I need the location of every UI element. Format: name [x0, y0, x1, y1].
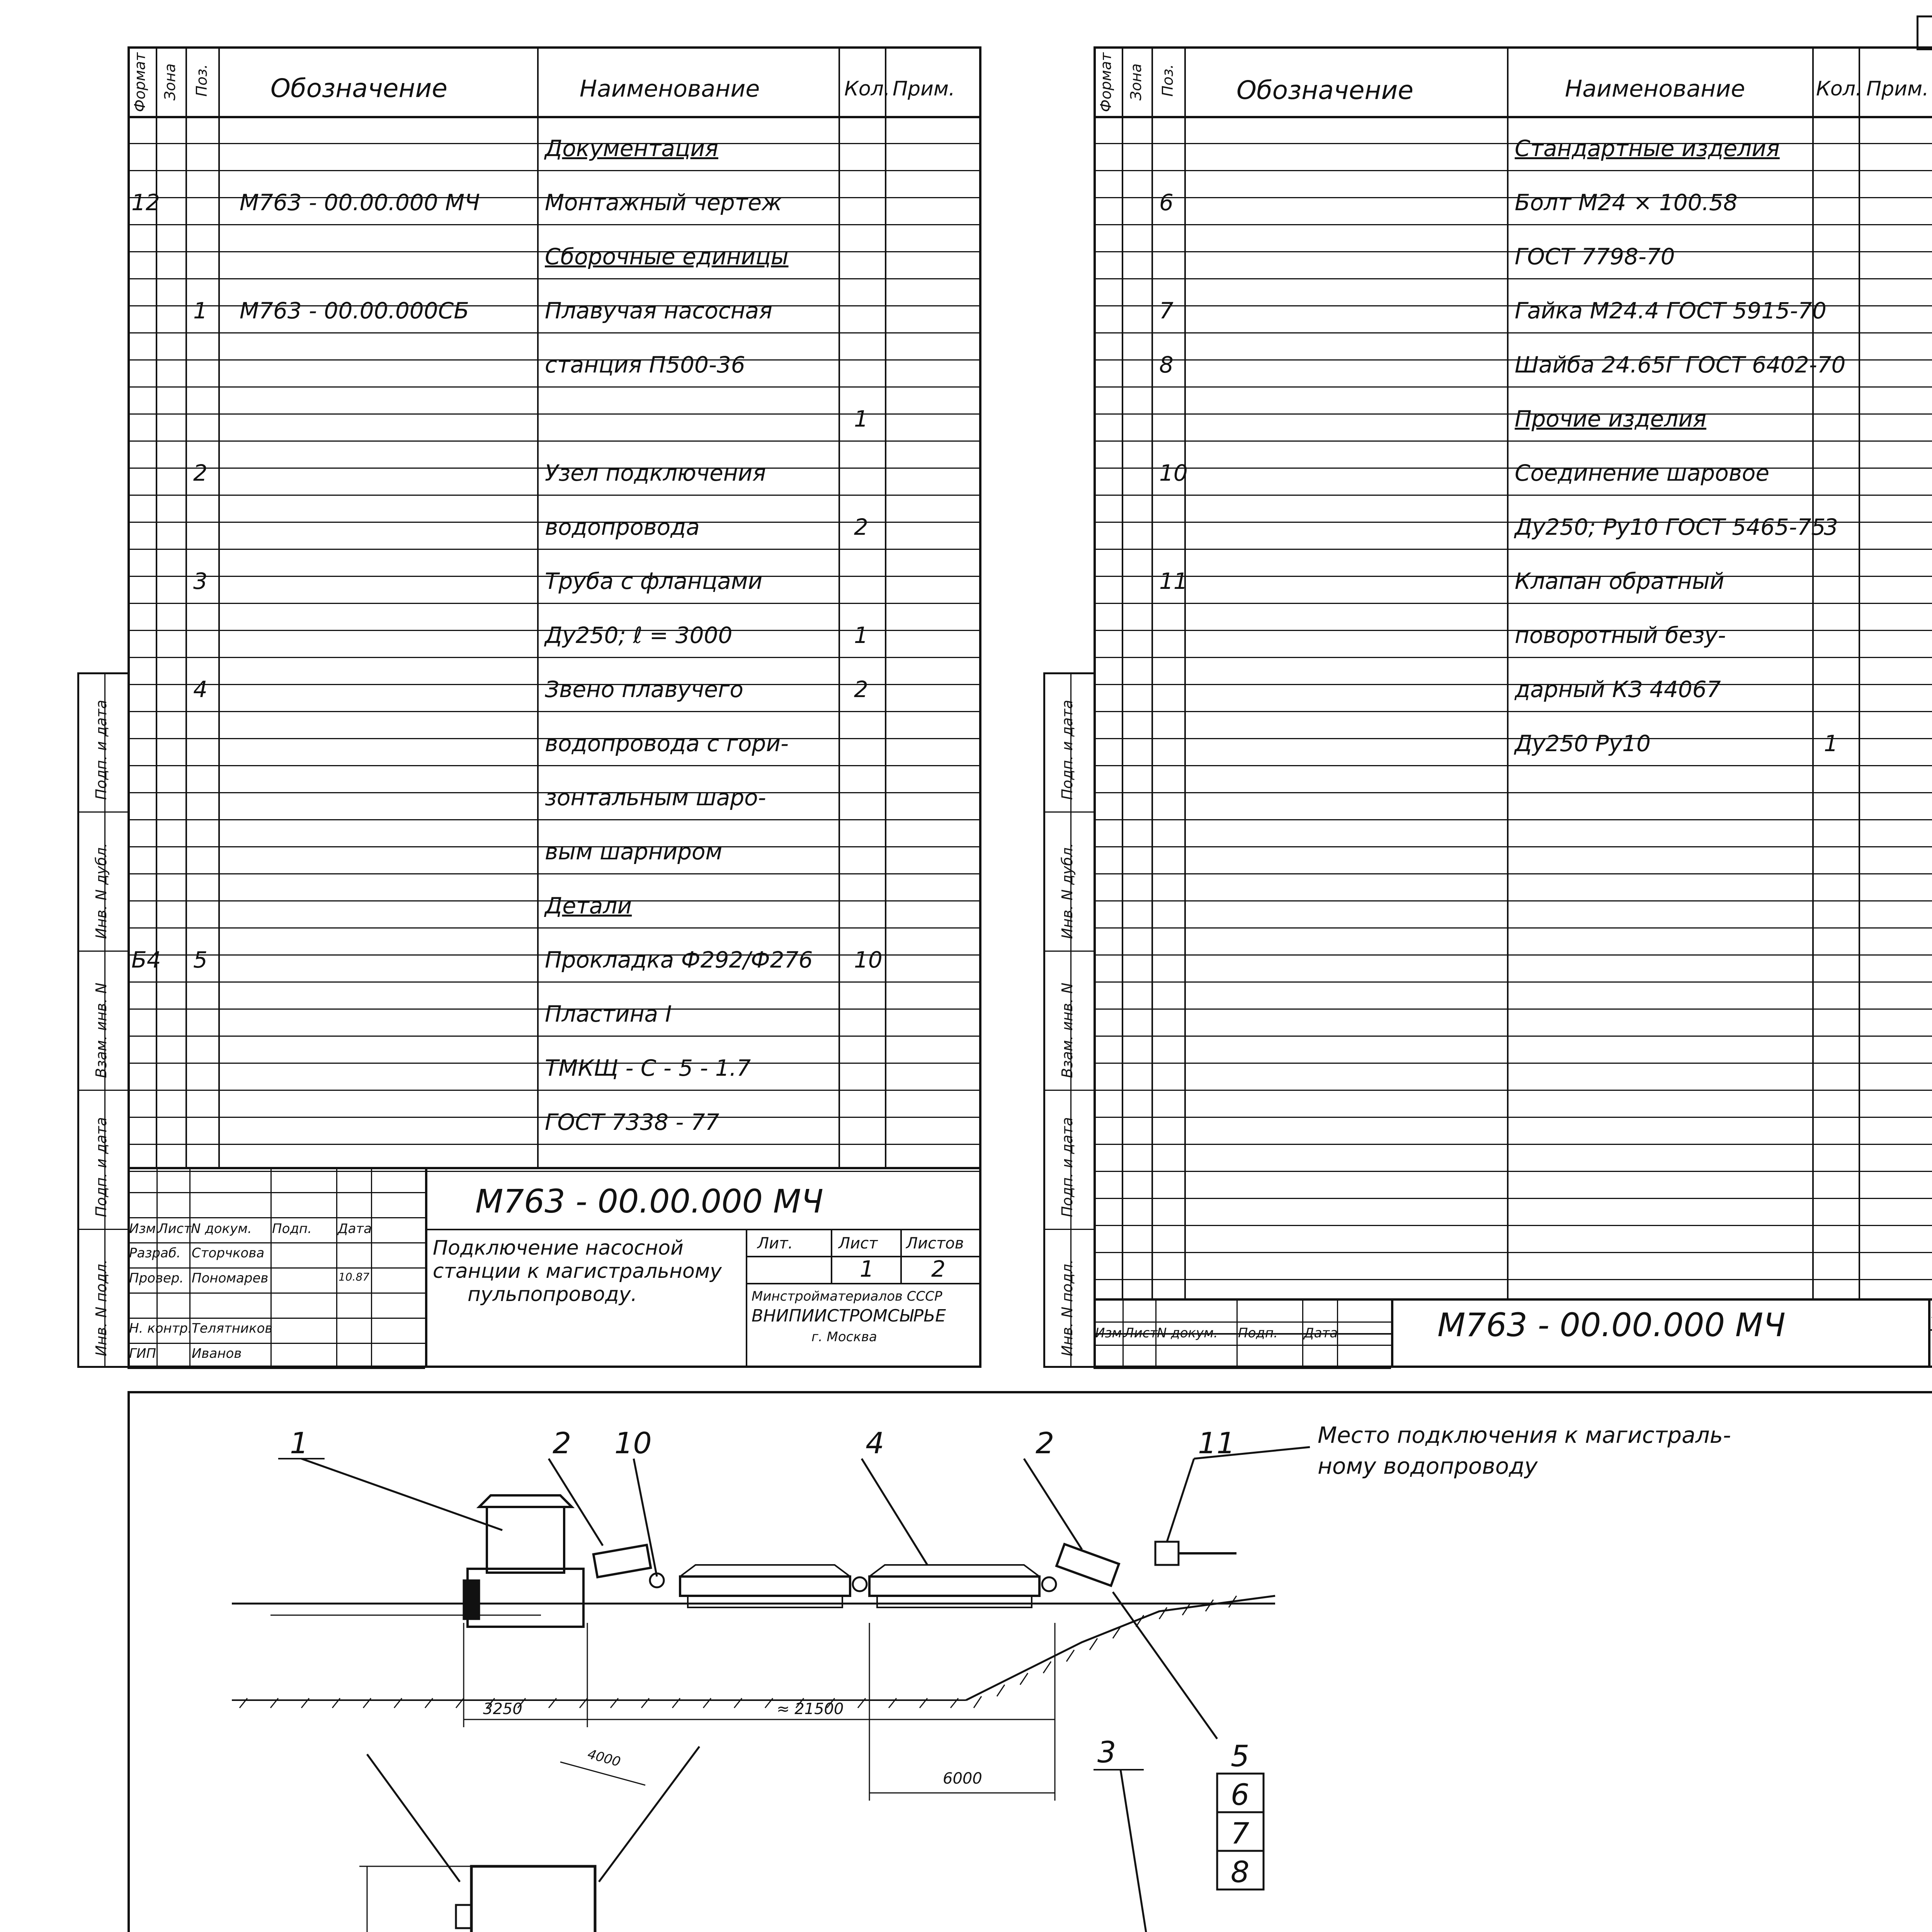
spec1-h-designation: Обозначение — [270, 73, 447, 103]
table-cell-name: поворотный безу- — [1515, 622, 1726, 648]
table-cell-name: Гайка М24.4 ГОСТ 5915-70 — [1515, 298, 1827, 324]
table-cell-name: Звено плавучего — [545, 676, 743, 702]
sidebar-label: Подп. и дата — [1059, 1117, 1076, 1217]
sig-col-header: Изм. — [1095, 1325, 1126, 1341]
spec1-h-pos: Поз. — [193, 64, 210, 97]
check-valve — [1155, 1542, 1179, 1565]
spec2-h-note: Прим. — [1866, 77, 1929, 100]
leader — [1167, 1459, 1194, 1542]
spec1-h-name: Наименование — [580, 75, 760, 102]
sig-col-header: Дата — [338, 1221, 372, 1236]
bank-hatch — [974, 1596, 1236, 1708]
sidebar-label: Инв. N подл. — [93, 1259, 110, 1356]
table-cell-name: Шайба 24.65Г ГОСТ 6402-70 — [1515, 352, 1846, 378]
station-bollard — [456, 1905, 471, 1928]
table-cell-pos: 3 — [193, 568, 207, 594]
table-cell-pos: 7 — [1159, 298, 1173, 324]
table-cell-name: зонтальным шаро- — [545, 784, 766, 811]
table-cell-designation: М763 - 00.00.000СБ — [240, 298, 469, 324]
sig-col-header: N докум. — [1157, 1325, 1218, 1341]
shore-connection-node — [1056, 1544, 1119, 1586]
table-cell-pos: 5 — [193, 947, 207, 973]
sidebar-label: Инв. N дубл. — [93, 843, 110, 939]
callout-10: 10 — [614, 1426, 652, 1460]
table-cell-qty: 2 — [854, 514, 868, 540]
sig-person: Пономарев — [192, 1270, 269, 1286]
table-cell-name: Стандартные изделия — [1515, 135, 1780, 162]
sig-col-header: Лист — [1124, 1325, 1158, 1341]
spec1-title-1: Подключение насосной — [433, 1236, 684, 1260]
sig-col-header: N докум. — [191, 1221, 252, 1236]
sidebar-label: Взам. инв. N — [93, 983, 110, 1078]
spec2-h-qty: Кол. — [1816, 77, 1862, 100]
ball-joint — [1042, 1577, 1056, 1591]
table-cell-name: Соединение шаровое — [1515, 460, 1770, 486]
sidebar-label: Инв. N дубл. — [1059, 843, 1076, 939]
sig-date: 10.87 — [338, 1270, 370, 1283]
pipeline-link-1 — [680, 1577, 850, 1596]
connection-node — [594, 1545, 651, 1577]
pipeline-link-2-float — [877, 1596, 1032, 1607]
table-cell-name: Прокладка Ф292/Ф276 — [545, 947, 813, 973]
spec1-title-2: станции к магистральному — [433, 1260, 722, 1283]
sidebar-label: Подп. и дата — [1059, 700, 1076, 800]
leader — [1121, 1770, 1151, 1932]
fender — [464, 1580, 479, 1619]
table-cell-name: дарный КЗ 44067 — [1515, 676, 1721, 702]
spec1-org-2: ВНИПИИСТРОМСЫРЬЕ — [752, 1306, 946, 1326]
leader — [862, 1459, 927, 1565]
sig-col-header: Дата — [1304, 1325, 1338, 1341]
table-cell-name: ГОСТ 7798-70 — [1515, 243, 1675, 270]
sig-col-header: Лист — [158, 1221, 192, 1236]
spec1-h-note: Прим. — [893, 77, 955, 100]
sidebar-label: Подп. и дата — [93, 700, 110, 800]
spec1-org-1: Минстройматериалов СССР — [752, 1289, 942, 1304]
side-view — [232, 1447, 1310, 1801]
spec1-h-format: Формат — [131, 52, 148, 112]
dim-21500-label: ≈ 21500 — [777, 1700, 844, 1718]
table-cell-pos: 6 — [1159, 189, 1173, 216]
callout-3: 3 — [1097, 1735, 1116, 1769]
pipeline-link-2 — [869, 1577, 1039, 1596]
spec1-sheet-label: Лист — [838, 1235, 878, 1252]
table-cell-pos: 8 — [1159, 352, 1173, 378]
table-cell-qty: 1 — [1824, 730, 1838, 757]
callout-5: 5 — [1231, 1739, 1250, 1773]
callout-8: 8 — [1231, 1855, 1250, 1889]
plan-view — [305, 1747, 1217, 1932]
table-cell-name: Сборочные единицы — [545, 243, 789, 270]
sig-role: Провер. — [129, 1270, 184, 1286]
table-cell-name: Ду250 Ру10 — [1515, 730, 1651, 757]
sig-role: ГИП — [129, 1346, 156, 1361]
table-cell-name: Пластина I — [545, 1001, 672, 1027]
sidebar-label: Подп. и дата — [93, 1117, 110, 1217]
table-cell-name: Узел подключения — [545, 460, 766, 486]
table-cell-qty: 1 — [854, 406, 868, 432]
spec2-h-pos: Поз. — [1159, 64, 1176, 97]
table-cell-name: Монтажный чертеж — [545, 189, 782, 216]
leader — [634, 1459, 657, 1577]
table-cell-name: станция П500-36 — [545, 352, 745, 378]
spec2-h-name: Наименование — [1565, 75, 1745, 102]
sig-col-header: Подп. — [1238, 1325, 1278, 1341]
leader — [1113, 1592, 1217, 1739]
callout-11: 11 — [1198, 1426, 1235, 1460]
table-cell-pos: 4 — [193, 676, 207, 702]
callout-7: 7 — [1231, 1816, 1250, 1850]
table-cell-pos: 10 — [1159, 460, 1188, 486]
callout-2: 2 — [553, 1426, 571, 1460]
table-cell-pos: 1 — [193, 298, 207, 324]
sig-person: Телятников — [192, 1321, 273, 1336]
callout-6: 6 — [1231, 1777, 1250, 1812]
spec1-sheets-label: Листов — [906, 1235, 964, 1252]
leader — [301, 1459, 502, 1530]
leader — [549, 1459, 603, 1546]
table-cell-pos: 11 — [1159, 568, 1188, 594]
spec1-h-zone: Зона — [162, 63, 179, 100]
pump-station-house — [487, 1507, 564, 1573]
table-cell-name: Детали — [545, 893, 632, 919]
table-cell-name: ГОСТ 7338 - 77 — [545, 1109, 719, 1135]
spec2-h-zone: Зона — [1128, 63, 1145, 100]
sig-role: Разраб. — [129, 1245, 181, 1261]
dim-3250-label: 3250 — [483, 1700, 522, 1718]
table-cell-name: водопровода с гори- — [545, 730, 789, 757]
river-bank — [966, 1596, 1275, 1700]
spec1-org-3: г. Москва — [811, 1329, 877, 1345]
dim-4000-label: 4000 — [586, 1746, 622, 1770]
callout-4: 4 — [866, 1426, 884, 1460]
sidebar-label: Инв. N подл. — [1059, 1259, 1076, 1356]
table-cell-qty: 1 — [854, 622, 868, 648]
table-cell-format: Б4 — [131, 947, 161, 973]
spec1-lit-label: Лит. — [757, 1235, 793, 1252]
table-cell-name: ТМКЩ - С - 5 - 1.7 — [545, 1055, 751, 1081]
sidebar-label: Взам. инв. N — [1059, 983, 1076, 1078]
callout-1: 1 — [290, 1426, 309, 1460]
spec1-h-qty: Кол. — [844, 77, 890, 100]
leader — [1024, 1459, 1082, 1549]
table-cell-name: Ду250; Ру10 ГОСТ 5465-75 — [1515, 514, 1826, 540]
table-cell-qty: 2 — [854, 676, 868, 702]
connection-note-2: ному водопроводу — [1318, 1453, 1538, 1479]
anchor-cable — [367, 1754, 460, 1882]
pipeline-link-1-rail — [680, 1565, 850, 1577]
sig-person: Иванов — [192, 1346, 242, 1361]
table-cell-name: Документация — [545, 135, 718, 162]
ball-joint — [853, 1577, 867, 1591]
table-cell-name: Прочие изделия — [1515, 406, 1706, 432]
spec1-sheet: 1 — [860, 1256, 874, 1282]
spec2-h-format: Формат — [1097, 52, 1114, 112]
spec1-doc-code: М763 - 00.00.000 МЧ — [475, 1182, 823, 1220]
spec1-title-3: пульпопроводу. — [468, 1283, 638, 1306]
spec1-sheets: 2 — [931, 1256, 946, 1282]
pump-station-plan — [471, 1866, 595, 1932]
table-cell-qty: 3 — [1824, 514, 1838, 540]
callout-2b: 2 — [1036, 1426, 1054, 1460]
dim-6000-label: 6000 — [943, 1770, 982, 1787]
table-cell-qty: 10 — [854, 947, 883, 973]
table-cell-name: водопровода — [545, 514, 700, 540]
table-cell-name: Плавучая насосная — [545, 298, 772, 324]
table-cell-name: Ду250; ℓ = 3000 — [545, 622, 733, 648]
sig-col-header: Подп. — [272, 1221, 312, 1236]
table-cell-name: Труба с фланцами — [545, 568, 763, 594]
pipeline-link-1-float — [688, 1596, 842, 1607]
table-cell-format: 12 — [131, 189, 160, 216]
pipeline-link-2-rail — [869, 1565, 1039, 1577]
table-cell-designation: М763 - 00.00.000 МЧ — [240, 189, 480, 216]
spec2-h-designation: Обозначение — [1236, 75, 1413, 105]
pump-station-roof — [479, 1495, 572, 1507]
table-cell-name: вым шарниром — [545, 838, 723, 865]
sig-person: Сторчкова — [192, 1245, 265, 1261]
sig-role: Н. контр. — [129, 1321, 192, 1336]
sig-col-header: Изм. — [129, 1221, 160, 1236]
table-cell-name: Клапан обратный — [1515, 568, 1725, 594]
spec2-doc-code: М763 - 00.00.000 МЧ — [1437, 1306, 1786, 1344]
table-cell-pos: 2 — [193, 460, 207, 486]
connection-note-1: Место подключения к магистраль- — [1318, 1422, 1731, 1448]
pump-station-pontoon — [468, 1569, 583, 1627]
table-cell-name: Болт М24 × 100.58 — [1515, 189, 1738, 216]
